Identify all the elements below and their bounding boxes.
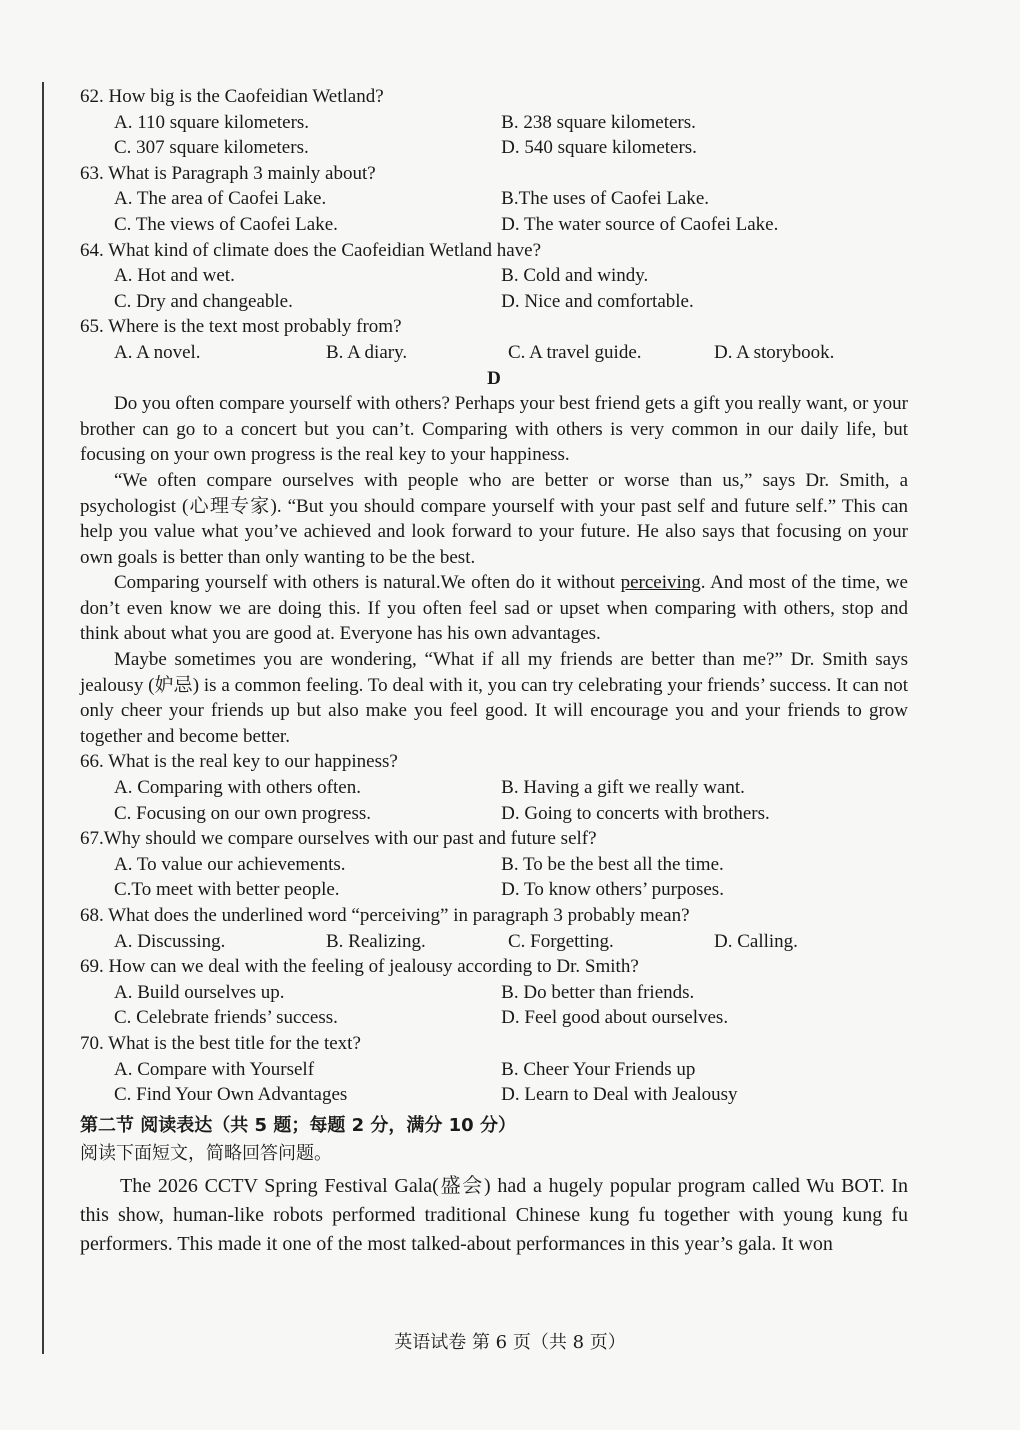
question-62-options-row-2 (80, 135, 908, 161)
question-68-options-row (80, 929, 908, 955)
question-62-options-row-1 (80, 110, 908, 136)
option: A. Compare with Yourself (114, 1058, 315, 1080)
option: A. Hot and wet. (114, 265, 235, 287)
question-64-options-row-1 (80, 263, 908, 289)
option: C. The views of Caofei Lake. (114, 213, 338, 235)
option: D. Calling. (714, 930, 798, 952)
part-2-heading: 第二节 阅读表达（共 5 题；每题 2 分，满分 10 分） (80, 1114, 516, 1136)
option: C. 307 square kilometers. (114, 137, 309, 159)
option: A. To value our achievements. (114, 853, 346, 875)
underlined-word-perceiving: perceiving (620, 572, 701, 594)
option: A. Build ourselves up. (114, 981, 285, 1003)
option: A. A novel. (114, 341, 201, 363)
question-63-options-row-2 (80, 212, 908, 238)
option: B. To be the best all the time. (501, 853, 724, 875)
part-2-passage: The 2026 CCTV Spring Festival Gala(盛会) had a hugely popular program called Wu BOT. In this show, human-like robots performed traditional Chinese kung fu together with young kung fu performers. This made it one of the most talked-about performances in this year’s gala. It won (80, 1174, 908, 1255)
question-63-stem: 63. What is Paragraph 3 mainly about? (80, 162, 376, 184)
option: D. Going to concerts with brothers. (501, 802, 770, 824)
option: D. 540 square kilometers. (501, 137, 697, 159)
option: D. The water source of Caofei Lake. (501, 213, 779, 235)
question-69-stem: 69. How can we deal with the feeling of jealousy according to Dr. Smith? (80, 956, 639, 978)
question-67-stem: 67.Why should we compare ourselves with our past and future self? (80, 828, 597, 850)
margin-line (42, 82, 44, 1354)
option: B. 238 square kilometers. (501, 111, 696, 133)
question-68-stem: 68. What does the underlined word “perceiving” in paragraph 3 probably mean? (80, 905, 690, 926)
option: A. 110 square kilometers. (114, 111, 310, 133)
option: B. Having a gift we really want. (501, 777, 745, 799)
question-64-options-row-2 (80, 289, 908, 315)
option: D. A storybook. (714, 341, 835, 363)
option: B. Cheer Your Friends up (501, 1058, 696, 1080)
option: D. Learn to Deal with Jealousy (501, 1084, 738, 1106)
passage-d-paragraph-4: Maybe sometimes you are wondering, “What if all my friends are better than me?” Dr. Smith says jealousy (妒忌) is a common feeling. To deal with it, you can try celebrating your friends’ success. It can not only cheer your friends up but also make you feel good. It will encourage you and your friends to grow together and become better. (80, 649, 908, 747)
option: D. To know others’ purposes. (501, 879, 724, 901)
option: B. Realizing. (326, 930, 426, 952)
question-65-options-row (80, 340, 908, 366)
option: C. Celebrate friends’ success. (114, 1007, 338, 1029)
question-66-options-row-2 (80, 801, 908, 827)
option: B. Do better than friends. (501, 981, 695, 1003)
passage-d-paragraph-3 (80, 570, 908, 647)
option: A. Comparing with others often. (114, 777, 361, 799)
question-69-options-row-2 (80, 1005, 908, 1031)
page-footer: 英语试卷 第 6 页（共 8 页） (394, 1332, 626, 1353)
question-62-stem: 62. How big is the Caofeidian Wetland? (80, 86, 384, 107)
question-67-options-row-1 (80, 852, 908, 878)
question-64-stem: 64. What kind of climate does the Caofeidian Wetland have? (80, 239, 542, 261)
option: C. Dry and changeable. (114, 290, 293, 312)
option: D. Nice and comfortable. (501, 290, 694, 312)
option: B. Cold and windy. (501, 265, 649, 287)
page-content (80, 84, 908, 1259)
option: C. Focusing on our own progress. (114, 802, 372, 824)
option: C.To meet with better people. (114, 879, 340, 901)
section-d-heading: D (487, 367, 501, 389)
option: A. Discussing. (114, 930, 226, 952)
question-67-options-row-2 (80, 877, 908, 903)
paragraph-3-text-before: Comparing yourself with others is natural.We often do it without (114, 572, 621, 594)
option: B. A diary. (326, 341, 408, 363)
question-70-stem: 70. What is the best title for the text? (80, 1032, 361, 1054)
option: A. The area of Caofei Lake. (114, 188, 327, 210)
option: C. Find Your Own Advantages (114, 1084, 348, 1106)
question-66-stem: 66. What is the real key to our happiness? (80, 751, 398, 773)
question-70-options-row-2 (80, 1082, 908, 1108)
option: D. Feel good about ourselves. (501, 1007, 729, 1029)
question-65-stem: 65. Where is the text most probably from? (80, 316, 402, 338)
option: B.The uses of Caofei Lake. (501, 188, 710, 210)
option: C. A travel guide. (508, 341, 642, 363)
passage-d-paragraph-1: Do you often compare yourself with others? Perhaps your best friend gets a gift you really want, or your brother can go to a concert but you can’t. Comparing with others is very common in our daily life, but focusing on your own progress is the real key to your happiness. (80, 393, 908, 466)
question-66-options-row-1 (80, 775, 908, 801)
question-70-options-row-1 (80, 1057, 908, 1083)
question-63-options-row-1 (80, 186, 908, 212)
question-69-options-row-1 (80, 980, 908, 1006)
option: C. Forgetting. (508, 930, 614, 952)
paragraph-3-text-after: . And most of the time, we don’t even know we are doing this. If you often feel sad or upset when comparing with others, stop and think about what you are good at. Everyone has his own advantages. (80, 572, 908, 645)
part-2-instruction: 阅读下面短文，简略回答问题。 (80, 1142, 332, 1164)
passage-d-paragraph-2: “We often compare ourselves with people who are better or worse than us,” says Dr. Smith, a psychologist (心理专家). “But you should compare yourself with your past self and future self.” This can help you value what you’ve achieved and look forward to your future. He also says that focusing on your own goals is better than only wanting to be the best. (80, 469, 908, 568)
